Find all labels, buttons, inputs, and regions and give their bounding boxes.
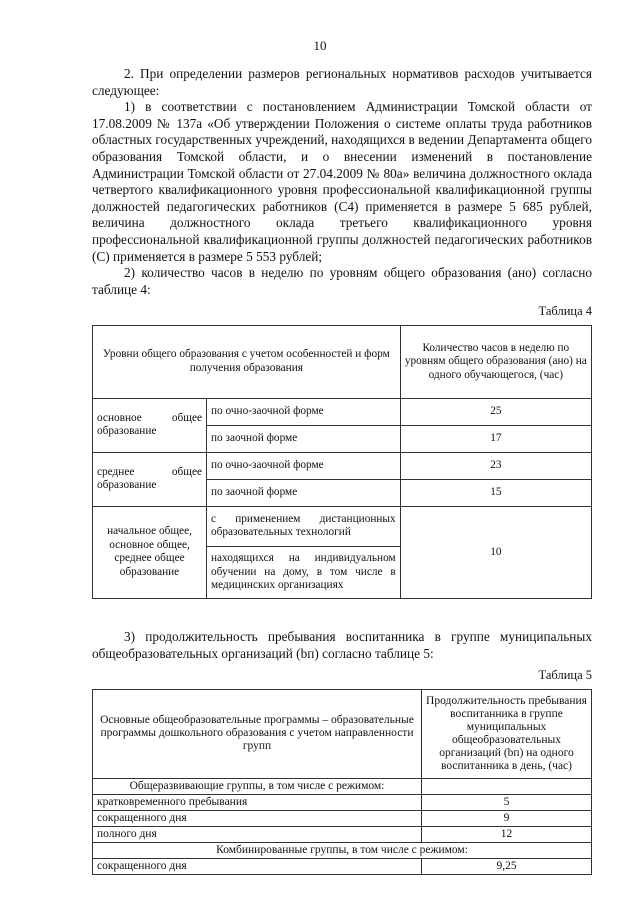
table-5-empty-cell (422, 778, 592, 794)
table-4-level-cell: основное общее образование (93, 398, 207, 452)
table-4-hours-cell: 23 (400, 452, 591, 479)
table-4-label: Таблица 4 (538, 304, 592, 319)
table-row (93, 452, 592, 479)
table-5 (92, 689, 592, 875)
table-4-header-hours: Количество часов в неделю по уровням общего образования (aнo) на одного обучающегося, (час) (400, 325, 591, 398)
paragraph-2-3: 3) продолжительность пребывания воспитанника в группе муниципальных общеобразовательных организаций (bп) согласно таблице 5: (92, 628, 592, 661)
paragraph-2-intro: 2. При определении размеров региональных нормативов расходов учитывается следующее: (92, 66, 592, 98)
table-row (93, 858, 592, 874)
paragraph-2-1: 1) в соответствии с постановлением Администрации Томской области от 17.08.2009 № 137а «Об утверждении Положения о системе оплаты труда работников областных государственных учреждений, находящихся в ведении Департамента общего образования Томской области, и о внесении изменений в постановление Администрации Томской области от 27.04.2009 № 80а» величина должностного оклада четвертого квалификационного уровня профессиональной квалификационной группы должностей педагогических работников (С4) применяется в размере 5 685 рублей, величина должностного оклада третьего квалификационного уровня профессиональной квалификационной группы должностей педагогических работников (С) применяется в размере 5 553 рублей; (92, 99, 592, 264)
table-5-mode-cell: сокращенного дня (93, 858, 422, 874)
table-4-form-cell: по заочной форме (207, 425, 401, 452)
table-row (93, 810, 592, 826)
table-row (93, 826, 592, 842)
table-section-row (93, 778, 592, 794)
table-4-hours-cell: 10 (400, 506, 591, 598)
table-row (93, 506, 592, 546)
table-4-form-cell: по очно-заочной форме (207, 452, 401, 479)
table-5-mode-cell: кратковременного пребывания (93, 794, 422, 810)
page-number: 10 (313, 38, 327, 53)
table-5-value-cell: 12 (422, 826, 592, 842)
table-5-header-duration: Продолжительность пребывания воспитанника в группе муниципальных общеобразовательных организаций (bп) на одного воспитанника в день, (час) (422, 689, 592, 778)
paragraph-2-2: 2) количество часов в неделю по уровням общего образования (aнo) согласно таблице 4: (92, 265, 592, 297)
table-4 (92, 325, 592, 599)
table-5-section-title: Комбинированные группы, в том числе с режимом: (93, 842, 592, 858)
table-4-hours-cell: 15 (400, 479, 591, 506)
table-4-form-cell: по очно-заочной форме (207, 398, 401, 425)
table-4-hours-cell: 17 (400, 425, 591, 452)
table-5-value-cell: 9,25 (422, 858, 592, 874)
table-5-section-title: Общеразвивающие группы, в том числе с режимом: (93, 778, 422, 794)
table-4-level-cell: среднее общее образование (93, 452, 207, 506)
table-section-row (93, 842, 592, 858)
table-5-value-cell: 9 (422, 810, 592, 826)
table-4-level-cell: начальное общее, основное общее, среднее общее образование (93, 506, 207, 598)
table-row (93, 794, 592, 810)
table-row (93, 398, 592, 425)
table-header-row (93, 325, 592, 398)
table-4-hours-cell: 25 (400, 398, 591, 425)
table-header-row (93, 689, 592, 778)
document-body (92, 66, 592, 875)
table-4-form-cell: с применением дистанционных образовательных технологий (207, 506, 401, 546)
table-5-value-cell: 5 (422, 794, 592, 810)
table-4-header-levels: Уровни общего образования с учетом особенностей и форм получения образования (93, 325, 401, 398)
table-5-label: Таблица 5 (538, 668, 592, 683)
table-5-mode-cell: сокращенного дня (93, 810, 422, 826)
table-4-form-cell: по заочной форме (207, 479, 401, 506)
table-5-mode-cell: полного дня (93, 826, 422, 842)
table-5-header-programs: Основные общеобразовательные программы – образовательные программы дошкольного образования с учетом направленности групп (93, 689, 422, 778)
table-4-form-cell: находящихся на индивидуальном обучении на дому, в том числе в медицинских организациях (207, 546, 401, 598)
